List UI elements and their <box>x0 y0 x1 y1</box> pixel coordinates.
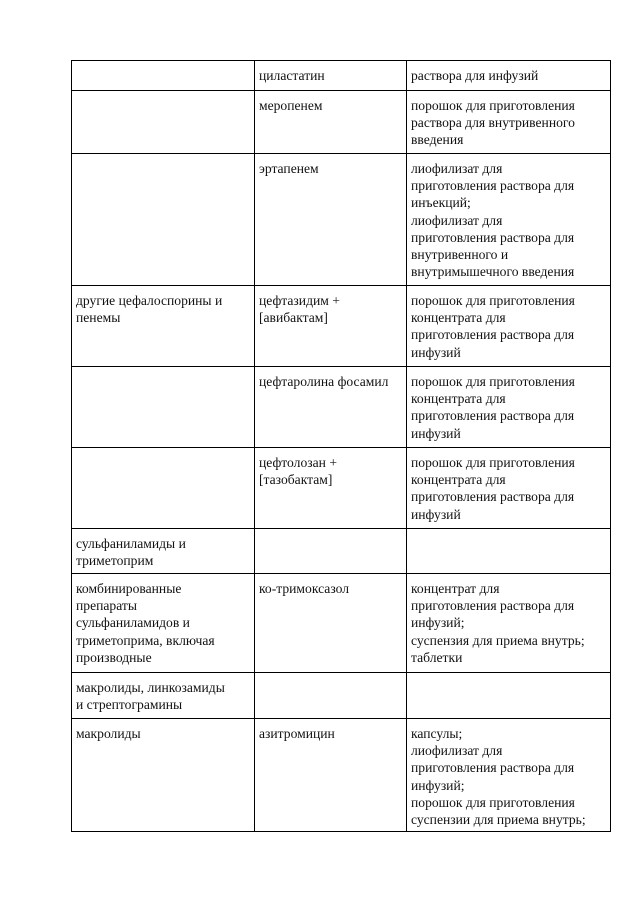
table-row <box>72 61 611 91</box>
table-row <box>72 367 611 448</box>
form-cell: концентрат для приготовления раствора для инфузий; суспензия для приема внутрь; таблетки <box>407 574 611 673</box>
group-cell: сульфаниламиды и триметоприм <box>72 529 255 574</box>
drug-cell: цефтолозан + [тазобактам] <box>255 448 407 529</box>
group-cell: макролиды, линкозамиды и стрептограмины <box>72 673 255 719</box>
drug-cell <box>255 673 407 719</box>
group-cell: комбинированные препараты сульфаниламидов и триметоприма, включая производные <box>72 574 255 673</box>
form-cell: порошок для приготовления концентрата для приготовления раствора для инфузий <box>407 286 611 367</box>
form-cell: порошок для приготовления концентрата для приготовления раствора для инфузий <box>407 367 611 448</box>
form-cell <box>407 673 611 719</box>
table-row <box>72 448 611 529</box>
table-row <box>72 154 611 286</box>
table-row <box>72 286 611 367</box>
drug-cell: меропенем <box>255 91 407 154</box>
table-row <box>72 673 611 719</box>
group-cell <box>72 154 255 286</box>
group-cell <box>72 61 255 91</box>
drug-cell <box>255 529 407 574</box>
group-cell <box>72 91 255 154</box>
drug-cell: азитромицин <box>255 719 407 832</box>
form-cell: порошок для приготовления концентрата для приготовления раствора для инфузий <box>407 448 611 529</box>
form-cell: раствора для инфузий <box>407 61 611 91</box>
drug-table <box>71 60 611 832</box>
group-cell: макролиды <box>72 719 255 832</box>
form-cell: капсулы; лиофилизат для приготовления раствора для инфузий; порошок для приготовления суспензии для приема внутрь; <box>407 719 611 832</box>
drug-cell: цефтазидим + [авибактам] <box>255 286 407 367</box>
drug-cell: циластатин <box>255 61 407 91</box>
form-cell: порошок для приготовления раствора для внутривенного введения <box>407 91 611 154</box>
table-row <box>72 574 611 673</box>
drug-cell: эртапенем <box>255 154 407 286</box>
table-row <box>72 91 611 154</box>
drug-cell: ко-тримоксазол <box>255 574 407 673</box>
drug-cell: цефтаролина фосамил <box>255 367 407 448</box>
group-cell: другие цефалоспорины и пенемы <box>72 286 255 367</box>
table-row <box>72 719 611 832</box>
group-cell <box>72 367 255 448</box>
group-cell <box>72 448 255 529</box>
table-row <box>72 529 611 574</box>
form-cell: лиофилизат для приготовления раствора для инъекций; лиофилизат для приготовления раствора для внутривенного и внутримышечного введения <box>407 154 611 286</box>
form-cell <box>407 529 611 574</box>
